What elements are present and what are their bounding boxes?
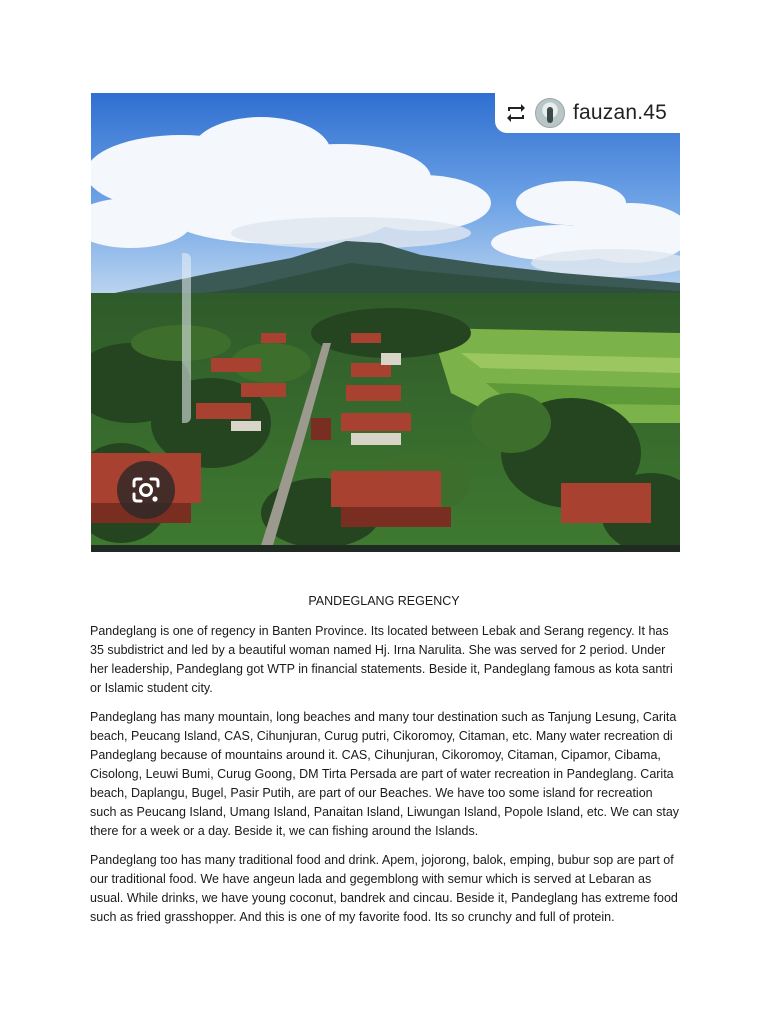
document-body: [90, 622, 680, 937]
username: fauzan.45: [573, 101, 668, 124]
landscape-photo: [91, 93, 680, 552]
paragraph: Pandeglang has many mountain, long beaches and many tour destination such as Tanjung Lesung, Carita beach, Peucang Island, CAS, Cihunjuran, Curug putri, Cikoromoy, Citaman, etc. Many water recreation di Pandeglang because of mountains around it. CAS, Cihunjuran, Cikoromoy, Citaman, Cipamor, Cibama, Cisolong, Leuwi Bumi, Curug Goong, DM Tirta Persada are part of water recreation in Pandeglang. Carita beach, Daplangu, Bugel, Pasir Putih, are part of our Beaches. We have too some island for recreation such as Peucang Island, Umang Island, Panaitan Island, Liwungan Island, Popole Island, etc. We can stay there for a week or a day. Beside it, we can fishing around the Islands.: [90, 710, 680, 838]
document-title: PANDEGLANG REGENCY: [308, 594, 460, 608]
landscape-illustration: [91, 93, 680, 552]
repost-icon: [505, 102, 527, 124]
paragraph: Pandeglang too has many traditional food and drink. Apem, jojorong, balok, emping, bubur sop are part of our traditional food. We have angeun lada and gegemblong with semur which is served at Lebaran as usual. While drinks, we have young coconut, bandrek and cincau. Beside it, Pandeglang has extreme food such as fried grasshopper. And this is one of my favorite food. Its so crunchy and full of protein.: [90, 853, 678, 924]
paragraph: Pandeglang is one of regency in Banten Province. Its located between Lebak and Serang regency. It has 35 subdistrict and led by a beautiful woman named Hj. Irna Narulita. She was served for 2 period. Under her leadership, Pandeglang got WTP in financial statements. Beside it, Pandeglang famous as kota santri or Islamic student city.: [90, 624, 673, 695]
repost-credit: [495, 93, 680, 133]
google-lens-icon: [131, 475, 161, 505]
google-lens-button[interactable]: [117, 461, 175, 519]
scroll-edge: [182, 253, 191, 423]
avatar: [535, 98, 565, 128]
